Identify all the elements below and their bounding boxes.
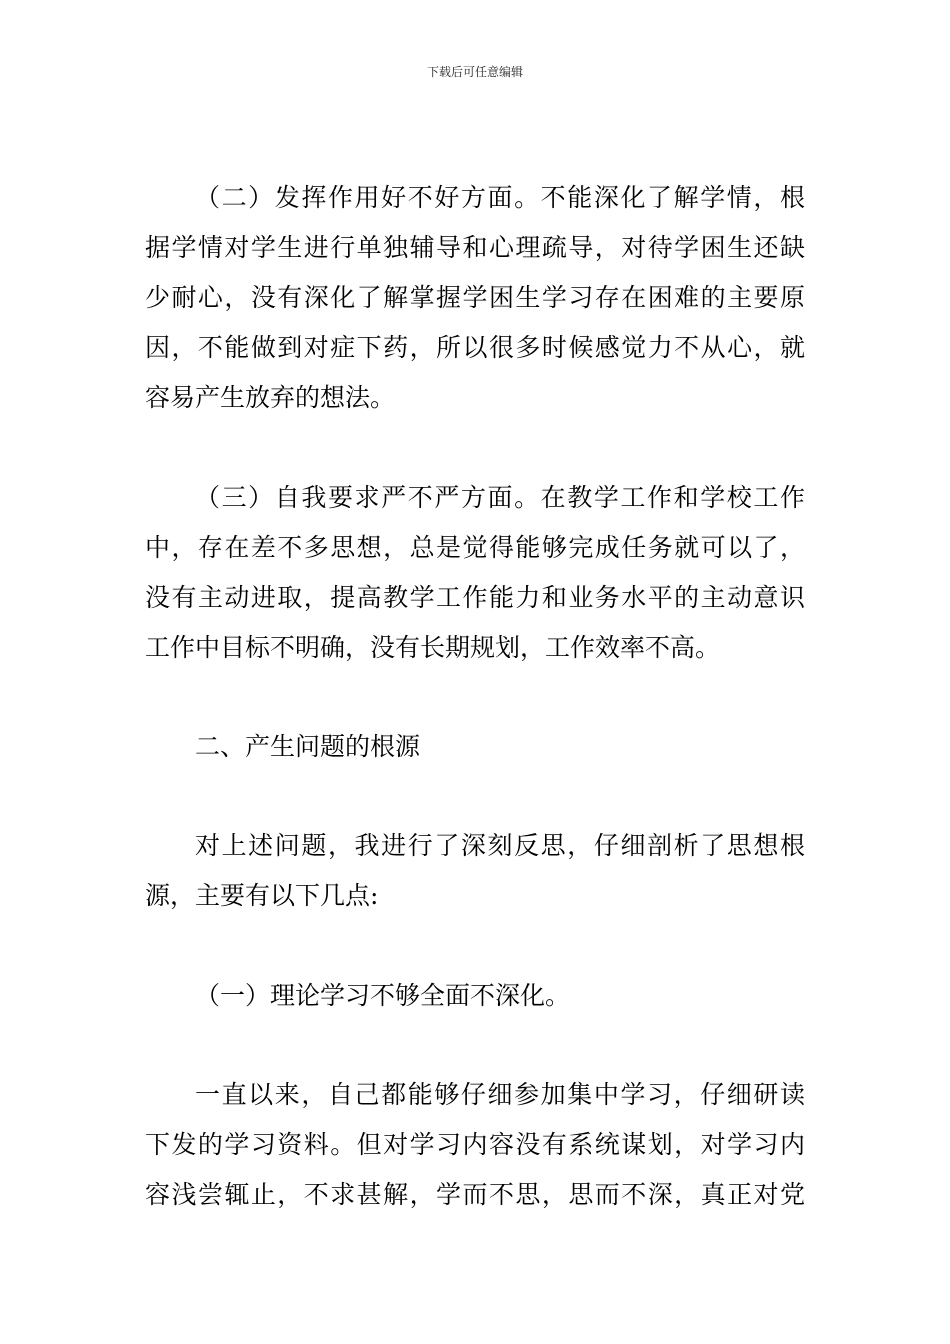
paragraph-2-line-2: 中，存在差不多思想，总是觉得能够完成任务就可以了， (145, 533, 805, 562)
paragraph-1-line-5: 容易产生放弃的想法。 (145, 383, 396, 412)
paragraph-2-line-3: 没有主动进取，提高教学工作能力和业务水平的主动意识 (145, 583, 805, 612)
paragraph-1-line-3: 少耐心，没有深化了解掌握学困生学习存在困难的主要原 (145, 283, 805, 312)
paragraph-1-line-4: 因，不能做到对症下药，所以很多时候感觉力不从心，就 (145, 333, 805, 362)
paragraph-4-line-1: 一直以来，自己都能够仔细参加集中学习，仔细研读 (195, 1080, 805, 1109)
paragraph-1-line-1: （二）发挥作用好不好方面。不能深化了解学情，根 (195, 183, 805, 212)
paragraph-2-line-1: （三）自我要求严不严方面。在教学工作和学校工作 (195, 483, 805, 512)
subsection-heading: （一）理论学习不够全面不深化。 (195, 981, 571, 1010)
paragraph-1-line-2: 据学情对学生进行单独辅导和心理疏导，对待学困生还缺 (145, 233, 805, 262)
paragraph-3-line-1: 对上述问题，我进行了深刻反思，仔细剖析了思想根 (195, 831, 805, 860)
paragraph-2-line-4: 工作中目标不明确，没有长期规划，工作效率不高。 (145, 633, 721, 662)
paragraph-4-line-2: 下发的学习资料。但对学习内容没有系统谋划，对学习内 (145, 1130, 805, 1159)
section-heading: 二、产生问题的根源 (195, 732, 421, 761)
paragraph-3-line-2: 源，主要有以下几点: (145, 881, 379, 910)
page-header: 下载后可任意编辑 (426, 65, 523, 79)
paragraph-4-line-3: 容浅尝辄止，不求甚解，学而不思，思而不深，真正对党 (145, 1180, 805, 1209)
